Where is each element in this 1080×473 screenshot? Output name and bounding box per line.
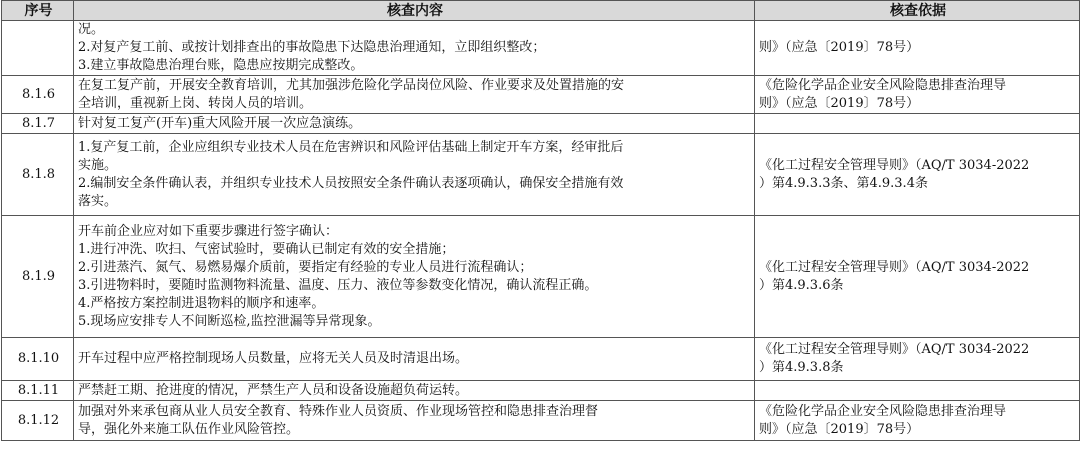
- table-row: [2, 401, 1080, 441]
- content-line: 落实。: [78, 193, 118, 209]
- row-seq: [2, 21, 74, 76]
- basis-line: 则》（应急〔2019〕78号）: [759, 421, 920, 437]
- row-content: [74, 216, 755, 338]
- header-row: [2, 1, 1080, 21]
- basis-line: 则》（应急〔2019〕78号）: [759, 40, 920, 55]
- content-line: 5.现场应安排专人不间断巡检,监控泄漏等异常现象。: [78, 313, 381, 329]
- row-content: [74, 338, 755, 381]
- content-line: 3.建立事故隐患治理台账，隐患应按期完成整改。: [78, 58, 364, 73]
- header-content: 核查内容: [74, 1, 755, 21]
- content-line: 3.引进物料时，要随时监测物料流量、温度、压力、液位等参数变化情况，确认流程正确。: [78, 277, 598, 293]
- content-line: 1.复产复工前，企业应组织专业技术人员在危害辨识和风险评估基础上制定开车方案，经审批后: [78, 139, 624, 155]
- row-seq: 8.1.7: [2, 114, 74, 134]
- content-line: 加强对外来承包商从业人员安全教育、特殊作业人员资质、作业现场管控和隐患排查治理督: [78, 403, 599, 419]
- basis-line: 《化工过程安全管理导则》（AQ/T 3034-2022: [759, 342, 1030, 357]
- basis-line: 则》（应急〔2019〕78号）: [759, 95, 920, 111]
- basis-line: ）第4.9.3.3条、第4.9.3.4条: [759, 175, 928, 191]
- table-row: [2, 114, 1080, 134]
- row-basis: [755, 216, 1080, 338]
- row-seq: 8.1.11: [2, 381, 74, 401]
- table-row: [2, 216, 1080, 338]
- content-line: 严禁赶工期、抢进度的情况，严禁生产人员和设备设施超负荷运转。: [78, 382, 469, 398]
- basis-line: 《化工过程安全管理导则》（AQ/T 3034-2022: [759, 157, 1030, 173]
- table-row: [2, 134, 1080, 216]
- content-line: 1.进行冲洗、吹扫、气密试验时，要确认已制定有效的安全措施；: [78, 241, 455, 257]
- basis-line: 《化工过程安全管理导则》（AQ/T 3034-2022: [759, 259, 1030, 275]
- row-basis: [755, 338, 1080, 381]
- row-basis: [755, 76, 1080, 114]
- content-line: 导，强化外来施工队伍作业风险管控。: [78, 421, 300, 437]
- row-seq: 8.1.8: [2, 134, 74, 216]
- content-line: 况。: [78, 22, 105, 37]
- row-basis: [755, 134, 1080, 216]
- content-line: 2.编制安全条件确认表，并组织专业技术人员按照安全条件确认表逐项确认，确保安全措施有效: [78, 175, 624, 191]
- row-basis: [755, 381, 1080, 401]
- row-content: [74, 114, 755, 134]
- basis-line: ）第4.9.3.8条: [759, 360, 844, 375]
- row-basis: [755, 401, 1080, 441]
- row-content: [74, 401, 755, 441]
- row-basis: [755, 21, 1080, 76]
- table-row: [2, 21, 1080, 76]
- content-line: 2.对复产复工前、或按计划排查出的事故隐患下达隐患治理通知，立即组织整改；: [78, 40, 546, 55]
- content-line: 针对复工复产(开车)重大风险开展一次应急演练。: [78, 115, 362, 131]
- row-basis: [755, 114, 1080, 134]
- header-basis: 核查依据: [755, 1, 1080, 21]
- row-content: [74, 134, 755, 216]
- row-seq: 8.1.12: [2, 401, 74, 441]
- row-content: [74, 21, 755, 76]
- row-seq: 8.1.6: [2, 76, 74, 114]
- row-content: [74, 381, 755, 401]
- row-seq: 8.1.10: [2, 338, 74, 381]
- content-line: 开车前企业应对如下重要步骤进行签字确认：: [78, 223, 339, 239]
- content-line: 全培训，重视新上岗、转岗人员的培训。: [78, 95, 313, 111]
- row-seq: 8.1.9: [2, 216, 74, 338]
- row-content: [74, 76, 755, 114]
- content-line: 在复工复产前，开展安全教育培训，尤其加强涉危险化学品岗位风险、作业要求及处置措施的安: [78, 77, 625, 93]
- content-line: 实施。: [78, 157, 118, 173]
- content-line: 开车过程中应严格控制现场人员数量，应将无关人员及时清退出场。: [78, 351, 469, 366]
- header-seq: 序号: [2, 1, 74, 21]
- table-row: [2, 76, 1080, 114]
- table-row: [2, 338, 1080, 381]
- basis-line: 《危险化学品企业安全风险隐患排查治理导: [759, 77, 1007, 93]
- content-line: 4.严格按方案控制进退物料的顺序和速率。: [78, 295, 325, 311]
- inspection-table: [1, 0, 1080, 441]
- basis-line: ）第4.9.3.6条: [759, 277, 844, 293]
- basis-line: 《危险化学品企业安全风险隐患排查治理导: [759, 403, 1007, 419]
- content-line: 2.引进蒸汽、氮气、易燃易爆介质前，要指定有经验的专业人员进行流程确认；: [78, 259, 533, 275]
- table-row: [2, 381, 1080, 401]
